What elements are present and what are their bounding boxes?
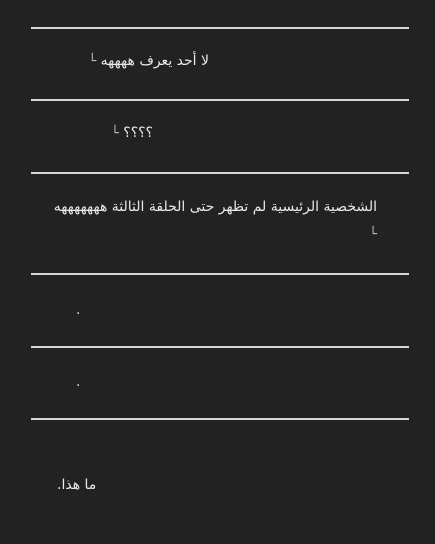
divider (31, 172, 409, 174)
reply-item[interactable] (31, 194, 409, 248)
reply-text: ؟؟؟؟ (123, 125, 153, 141)
divider (31, 99, 409, 101)
comment-text[interactable]: ما هذا. (57, 477, 97, 493)
reply-arrow-icon: └ (369, 227, 377, 242)
divider (31, 418, 409, 420)
divider (31, 27, 409, 29)
placeholder-dot: . (76, 374, 81, 390)
placeholder-dot: . (76, 302, 81, 318)
reply-item[interactable] (31, 48, 409, 75)
reply-text: الشخصية الرئيسية لم تظهر حتى الحلقة الثالثة هههههههه (53, 199, 377, 215)
reply-arrow-icon: └ (88, 54, 97, 69)
divider (31, 273, 409, 275)
reply-arrow-icon: └ (110, 126, 119, 141)
reply-text: لا أحد يعرف ههههه (100, 53, 209, 69)
divider (31, 346, 409, 348)
reply-item[interactable] (31, 120, 409, 147)
